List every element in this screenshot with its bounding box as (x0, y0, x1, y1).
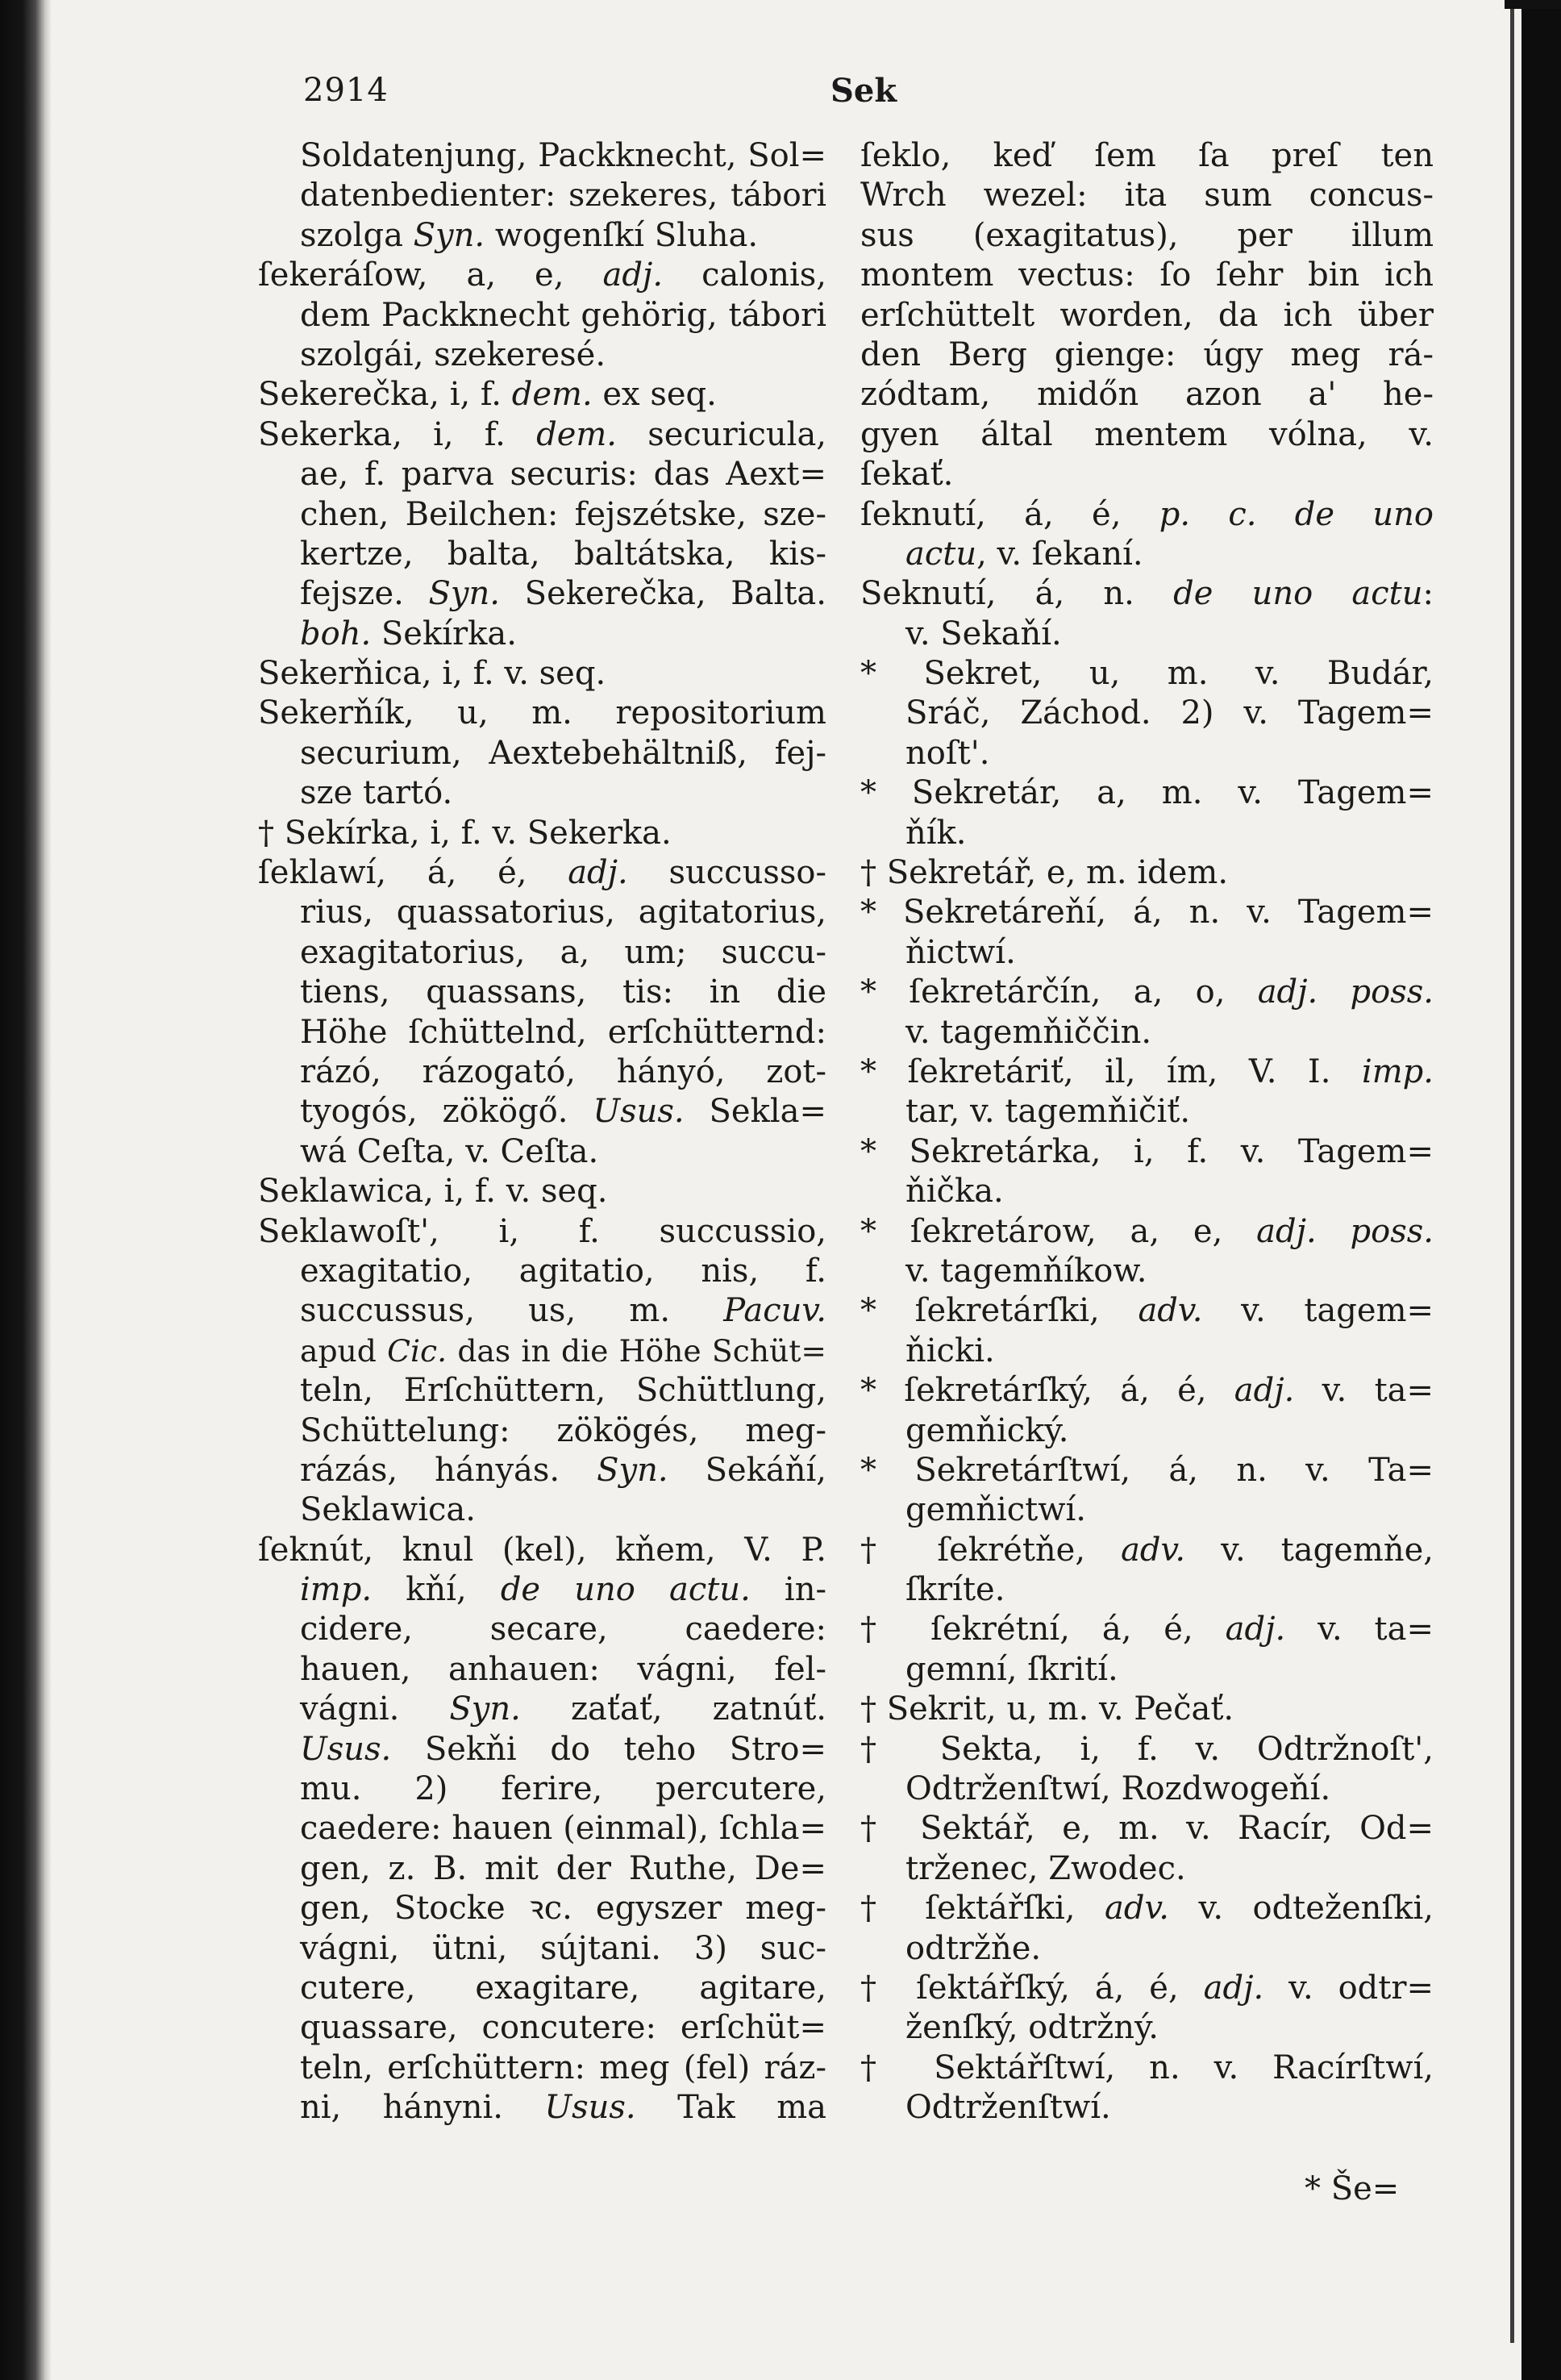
continued-line (860, 415, 1434, 455)
entry-headword-line (860, 1371, 1434, 1411)
italic-text-run: adj. (1234, 1372, 1295, 1410)
text-run: v. tagem= (1202, 1292, 1434, 1330)
text-run: ſeknút, knul (kel), kňem, V. P. (258, 1531, 826, 1569)
text-run: Wrch wezel: ita sum concus- (860, 177, 1434, 215)
text-run: ženſký, odtržný. (905, 2009, 1159, 2047)
entry-line (258, 734, 826, 773)
entry-line (860, 694, 1434, 733)
running-head: Sek (830, 72, 897, 110)
text-run: ni, hányni. (300, 2089, 545, 2127)
text-run: succusso- (627, 854, 826, 892)
text-run: Schüttelung: zökögés, meg- (300, 1411, 826, 1449)
entry-headword-line (860, 853, 1434, 893)
text-run: Seknutí, á, n. (860, 575, 1174, 613)
entry-headword-line (258, 814, 826, 853)
italic-text-run: adv. (1138, 1292, 1203, 1330)
italic-text-run: adj. poss. (1256, 1212, 1434, 1250)
continued-line (860, 216, 1434, 256)
entry-line (258, 1052, 826, 1092)
text-run: v. tagemňíkow. (905, 1252, 1147, 1290)
dictionary-entry (860, 1889, 1434, 1969)
text-run: sus (exagitatus), per illum (860, 216, 1434, 254)
continued-line (860, 455, 1434, 494)
continued-entry-text (860, 136, 1434, 495)
dictionary-entry (860, 973, 1434, 1052)
entry-headword-line (860, 1969, 1434, 2008)
entry-line (258, 1650, 826, 1690)
text-run: ex seq. (592, 376, 717, 414)
right-column (860, 136, 1434, 2128)
text-run: teln, erſchüttern: meg (fel) ráz- (300, 2049, 826, 2086)
entry-line (258, 1332, 826, 1371)
dictionary-entry (860, 853, 1434, 893)
italic-text-run: de uno actu (1173, 575, 1423, 613)
entry-line (860, 2008, 1434, 2048)
continued-entry-text (258, 136, 826, 256)
text-run: v. tagemňiččin. (905, 1013, 1152, 1051)
page-number: 2914 (303, 72, 389, 109)
text-run: * ſekretárčín, a, o, (860, 973, 1258, 1011)
entry-line (860, 615, 1434, 654)
entry-line (860, 1650, 1434, 1690)
text-run: szolga (300, 216, 414, 254)
text-run: erſchüttelt worden, da ich über (860, 296, 1434, 334)
entry-line (258, 455, 826, 494)
entry-line (860, 1252, 1434, 1291)
italic-text-run: adj. (1225, 1611, 1286, 1648)
scan-rule-right (1510, 0, 1514, 2343)
dictionary-entry (860, 574, 1434, 654)
text-run: gyen által mentem vólna, v. (860, 415, 1434, 453)
dictionary-entry (258, 654, 826, 694)
text-run: quassare, concutere: erſchüt= (300, 2009, 826, 2047)
italic-text-run: Pacuv. (723, 1292, 826, 1330)
entry-headword-line (860, 2049, 1434, 2088)
entry-line (258, 1490, 826, 1530)
entry-headword-line (860, 1291, 1434, 1331)
text-run: ňictwí. (905, 933, 1016, 971)
text-run: caedere: hauen (einmal), ſchla= (300, 1810, 826, 1848)
text-run: † ſekrétňe, (860, 1531, 1122, 1569)
entry-headword-line (860, 773, 1434, 813)
left-column (258, 136, 826, 2128)
text-run: rázó, rázogató, hányó, zot- (300, 1052, 826, 1090)
entry-line (258, 1690, 826, 1729)
entry-headword-line (860, 1610, 1434, 1649)
text-run: in- (750, 1571, 826, 1609)
text-run: calonis, (663, 256, 826, 294)
dictionary-entry (258, 375, 826, 415)
entry-line (860, 1332, 1434, 1371)
italic-text-run: dem. (536, 415, 618, 453)
entry-line (860, 814, 1434, 853)
entry-line (258, 1291, 826, 1331)
text-run: ſeklo, keď ſem ſa preſ ten (860, 137, 1434, 174)
text-run: † ſekrétní, á, é, (860, 1611, 1226, 1648)
text-run: gen, z. B. mit der Ruthe, De= (300, 1849, 826, 1887)
entry-line (258, 1929, 826, 1969)
text-run: teln, Erſchüttern, Schüttlung, (300, 1372, 826, 1410)
text-run: * Sekretárſtwí, á, n. v. Ta= (860, 1451, 1434, 1489)
text-run: v. Sekaňí. (905, 615, 1062, 652)
text-run: szolgái, szekeresé. (300, 336, 606, 373)
entry-headword-line (258, 654, 826, 694)
italic-text-run: de uno actu. (500, 1571, 751, 1609)
entry-line (258, 1769, 826, 1809)
dictionary-entry (258, 853, 826, 1172)
dictionary-entry (860, 1291, 1434, 1371)
text-run: Soldatenjung, Packknecht, Sol= (300, 137, 826, 174)
entry-line (860, 1769, 1434, 1809)
dictionary-entry (258, 1212, 826, 1531)
dictionary-entry (860, 1451, 1434, 1531)
entry-line (258, 336, 826, 375)
text-run: exagitatio, agitatio, nis, f. (300, 1252, 826, 1290)
entry-line (258, 296, 826, 336)
dictionary-entry (860, 495, 1434, 575)
text-run: † ſektářſký, á, é, (860, 1969, 1204, 2007)
entry-line (258, 1132, 826, 1172)
text-run: Sekla= (684, 1093, 826, 1131)
entry-line (258, 1610, 826, 1649)
entry-line (258, 773, 826, 813)
text-run: v. odteženſki, (1169, 1890, 1434, 1928)
italic-text-run: Syn. (597, 1451, 668, 1489)
entry-headword-line (258, 1531, 826, 1570)
dictionary-entry (258, 256, 826, 375)
continued-line (258, 136, 826, 176)
continued-line (860, 136, 1434, 176)
text-run: zódtam, midőn azon a' he- (860, 376, 1434, 414)
text-run: Odtrženſtwí. (905, 2089, 1111, 2127)
text-run: Sekňi do teho Stro= (391, 1730, 826, 1768)
entry-headword-line (860, 574, 1434, 614)
text-run: * Sekretárka, i, f. v. Tagem= (860, 1132, 1434, 1170)
text-run: vágni. (300, 1690, 450, 1728)
text-run: * ſekretáriť, il, ím, V. I. (860, 1052, 1362, 1090)
text-run: odtržňe. (905, 1929, 1042, 1967)
entry-headword-line (860, 654, 1434, 694)
text-run: † Sekretář, e, m. idem. (860, 854, 1229, 892)
text-run: datenbedienter: szekeres, tábori (300, 177, 826, 215)
entry-headword-line (860, 1451, 1434, 1490)
text-run: ňicki. (905, 1332, 995, 1369)
entry-headword-line (258, 694, 826, 733)
dictionary-entry (860, 1371, 1434, 1451)
text-run: * ſekretárſki, (860, 1292, 1138, 1330)
text-run: hauen, anhauen: vágni, fel- (300, 1650, 826, 1688)
text-run: Seklawica. (300, 1491, 476, 1529)
italic-text-run: adj. (1203, 1969, 1264, 2007)
text-run: succussus, us, m. (300, 1292, 724, 1330)
text-run: † Sekta, i, f. v. Odtržnoſt', (860, 1730, 1434, 1768)
text-run: † Sektář, e, m. v. Racír, Od= (860, 1810, 1434, 1848)
text-run: Sekírka. (371, 615, 517, 652)
entry-line (860, 2088, 1434, 2128)
text-run: gemní, ſkrití. (905, 1650, 1118, 1688)
continued-line (860, 256, 1434, 295)
entry-line (860, 1092, 1434, 1132)
text-run: gen, Stocke ꝛc. egyszer meg- (300, 1890, 826, 1928)
dictionary-entry (860, 1809, 1434, 1889)
text-run: v. ta= (1285, 1611, 1434, 1648)
text-run: * Sekretár, a, m. v. Tagem= (860, 774, 1434, 812)
text-run: , v. ſekaní. (976, 535, 1143, 573)
entry-headword-line (860, 1889, 1434, 1928)
continued-line (258, 216, 826, 256)
text-run: Seklawoſt', i, f. succussio, (258, 1212, 826, 1250)
continued-line (860, 176, 1434, 215)
text-run: Odtrženſtwí, Rozdwogeňí. (905, 1770, 1331, 1808)
entry-headword-line (860, 495, 1434, 535)
text-run: v. odtr= (1263, 1969, 1434, 2007)
dictionary-entry (258, 814, 826, 853)
dictionary-entry (860, 1132, 1434, 1212)
text-run: ſekeráſow, a, e, (258, 256, 603, 294)
italic-text-run: adj. (568, 854, 628, 892)
entry-headword-line (860, 1730, 1434, 1769)
italic-text-run: p. c. de uno (1159, 495, 1434, 533)
dictionary-entry (258, 1172, 826, 1211)
entry-line (258, 574, 826, 614)
text-run: ſeknutí, á, é, (860, 495, 1159, 533)
text-run: ſekať. (860, 456, 954, 494)
entry-line (258, 2008, 826, 2048)
entry-line (258, 1092, 826, 1132)
text-run: apud (300, 1332, 388, 1369)
italic-text-run: Cic. (387, 1332, 447, 1369)
entry-line (860, 933, 1434, 973)
entry-headword-line (860, 1531, 1434, 1570)
entry-line (860, 1490, 1434, 1530)
italic-text-run: Usus. (593, 1093, 685, 1131)
dictionary-entry (860, 1690, 1434, 1729)
italic-text-run: Syn. (428, 575, 501, 613)
dictionary-entry (860, 773, 1434, 853)
text-run: Tak ma (635, 2089, 826, 2127)
entry-line (860, 1849, 1434, 1889)
italic-text-run: Syn. (449, 1690, 521, 1728)
text-run: † Sekrit, u, m. v. Pečať. (860, 1690, 1234, 1728)
italic-text-run: Usus. (300, 1730, 392, 1768)
entry-headword-line (860, 1052, 1434, 1092)
entry-headword-line (258, 1212, 826, 1252)
dictionary-entry (860, 2049, 1434, 2128)
text-run: Sekerňica, i, f. v. seq. (258, 655, 606, 693)
text-run: v. ta= (1294, 1372, 1434, 1410)
dictionary-entry (860, 1531, 1434, 1611)
text-run: ňík. (905, 814, 967, 852)
entry-line (258, 1371, 826, 1411)
text-run: Sekerňík, u, m. repositorium (258, 694, 826, 732)
text-run: * ſekretárow, a, e, (860, 1212, 1257, 1250)
text-run: tiens, quassans, tis: in die (300, 973, 826, 1011)
dictionary-entry (860, 1969, 1434, 2049)
italic-text-run: adj. poss. (1257, 973, 1434, 1011)
text-run: securicula, (617, 415, 827, 453)
text-run: wá Ceſta, v. Ceſta. (300, 1132, 599, 1170)
entry-line (860, 1013, 1434, 1052)
entry-line (258, 535, 826, 574)
text-run: zaťať, zatnúť. (520, 1690, 826, 1728)
text-run: vágni, ütni, sújtani. 3) suc- (300, 1929, 826, 1967)
italic-text-run: dem. (511, 376, 593, 414)
text-run: Sekáňí, (668, 1451, 826, 1489)
text-run: rázás, hányás. (300, 1451, 597, 1489)
entry-headword-line (860, 1212, 1434, 1252)
entry-line (258, 893, 826, 932)
text-run: exagitatorius, a, um; succu- (300, 933, 826, 971)
entry-headword-line (258, 375, 826, 415)
text-run: noſt'. (905, 734, 990, 772)
text-run: tyogós, zökögő. (300, 1093, 593, 1131)
text-run: sze tartó. (300, 774, 453, 812)
text-run: Sráč, Záchod. 2) v. Tagem= (905, 694, 1434, 732)
text-run: cidere, secare, caedere: (300, 1611, 826, 1648)
entry-line (258, 2049, 826, 2088)
text-run: den Berg gienge: úgy meg rá- (860, 336, 1434, 373)
entry-line (860, 734, 1434, 773)
entry-line (258, 1730, 826, 1769)
italic-text-run: adv. (1104, 1890, 1170, 1928)
scan-edge-left (0, 0, 52, 2380)
entry-line (258, 495, 826, 535)
text-run: ſeklawí, á, é, (258, 854, 568, 892)
entry-headword-line (860, 1132, 1434, 1172)
italic-text-run: Usus. (544, 2089, 636, 2127)
italic-text-run: Syn. (413, 216, 485, 254)
italic-text-run: adj. (602, 256, 664, 294)
dictionary-entry (860, 1730, 1434, 1810)
entry-headword-line (860, 1690, 1434, 1729)
entry-line (258, 1889, 826, 1928)
entry-line (258, 1969, 826, 2008)
entry-line (258, 615, 826, 654)
entry-line (258, 2088, 826, 2128)
dictionary-entry (860, 1610, 1434, 1690)
text-run: trženec, Zwodec. (905, 1849, 1186, 1887)
text-run: kňí, (372, 1571, 501, 1609)
text-run: : (1422, 575, 1434, 613)
continued-line (258, 176, 826, 215)
text-run: dem Packknecht gehörig, tábori (300, 296, 826, 334)
italic-text-run: imp. (300, 1571, 373, 1609)
entry-line (258, 973, 826, 1012)
italic-text-run: boh. (300, 615, 372, 652)
text-run: * Sekret, u, m. v. Budár, (860, 655, 1434, 693)
dictionary-entry (860, 1212, 1434, 1292)
dictionary-entry (258, 415, 826, 654)
text-run: v. tagemňe, (1185, 1531, 1434, 1569)
entry-headword-line (860, 893, 1434, 932)
entry-line (258, 1849, 826, 1889)
text-run: † ſektářſki, (860, 1890, 1105, 1928)
entry-headword-line (258, 853, 826, 893)
text-run: chen, Beilchen: fejszétske, sze- (300, 495, 826, 533)
entry-headword-line (258, 256, 826, 295)
entry-headword-line (860, 973, 1434, 1012)
text-run: Sekerečka, i, f. (258, 376, 512, 414)
text-run: ňička. (905, 1173, 1004, 1211)
text-run: † Sektářſtwí, n. v. Racírſtwí, (860, 2049, 1434, 2086)
scan-edge-right (1521, 0, 1561, 2380)
dictionary-entry (258, 694, 826, 813)
catchword: * Še= (1305, 2170, 1400, 2207)
continued-line (860, 375, 1434, 415)
entry-line (258, 1451, 826, 1490)
entry-line (258, 1570, 826, 1610)
entry-headword-line (258, 415, 826, 455)
text-run: montem vectus: ſo ſehr bin ich (860, 256, 1434, 294)
italic-text-run: imp. (1361, 1052, 1434, 1090)
entry-line (258, 1411, 826, 1451)
text-run: das in die Höhe Schüt= (447, 1332, 826, 1369)
text-run: mu. 2) ferire, percutere, (300, 1770, 826, 1808)
text-run: fejsze. (300, 575, 429, 613)
text-run: rius, quassatorius, agitatorius, (300, 894, 826, 932)
text-run: gemňický. (905, 1411, 1069, 1449)
text-run: Seklawica, i, f. v. seq. (258, 1173, 608, 1211)
text-run: wogenſkí Sluha. (485, 216, 759, 254)
entry-line (860, 535, 1434, 574)
text-run: gemňictwí. (905, 1491, 1086, 1529)
text-run: ſkríte. (905, 1571, 1005, 1609)
dictionary-entry (860, 1052, 1434, 1132)
text-run: Sekerečka, Balta. (500, 575, 826, 613)
entry-line (860, 1411, 1434, 1451)
scan-corner-bar (1505, 0, 1561, 9)
dictionary-entry (258, 1531, 826, 2128)
continued-line (860, 296, 1434, 336)
text-run: Höhe ſchüttelnd, erſchütternd: (300, 1013, 826, 1051)
text-run: * ſekretárſký, á, é, (860, 1372, 1234, 1410)
entry-line (258, 1809, 826, 1849)
dictionary-entry (860, 654, 1434, 773)
entry-line (258, 1252, 826, 1291)
entry-headword-line (258, 1172, 826, 1211)
entry-line (860, 1570, 1434, 1610)
text-run: † Sekírka, i, f. v. Sekerka. (258, 814, 672, 852)
entry-headword-line (860, 1809, 1434, 1849)
text-run: cutere, exagitare, agitare, (300, 1969, 826, 2007)
text-run: ae, f. parva securis: das Aext= (300, 456, 826, 494)
text-run: tar, v. tagemňičiť. (905, 1093, 1191, 1131)
italic-text-run: actu (905, 535, 977, 573)
entry-line (258, 1013, 826, 1052)
text-run: Sekerka, i, f. (258, 415, 537, 453)
entry-line (258, 933, 826, 973)
text-run: * Sekretáreňí, á, n. v. Tagem= (860, 894, 1434, 932)
continued-line (860, 336, 1434, 375)
text-run: securium, Aextebehältniß, fej- (300, 734, 826, 772)
italic-text-run: adv. (1121, 1531, 1186, 1569)
text-run: kertze, balta, baltátska, kis- (300, 535, 826, 573)
entry-line (860, 1172, 1434, 1211)
dictionary-entry (860, 893, 1434, 973)
entry-line (860, 1929, 1434, 1969)
